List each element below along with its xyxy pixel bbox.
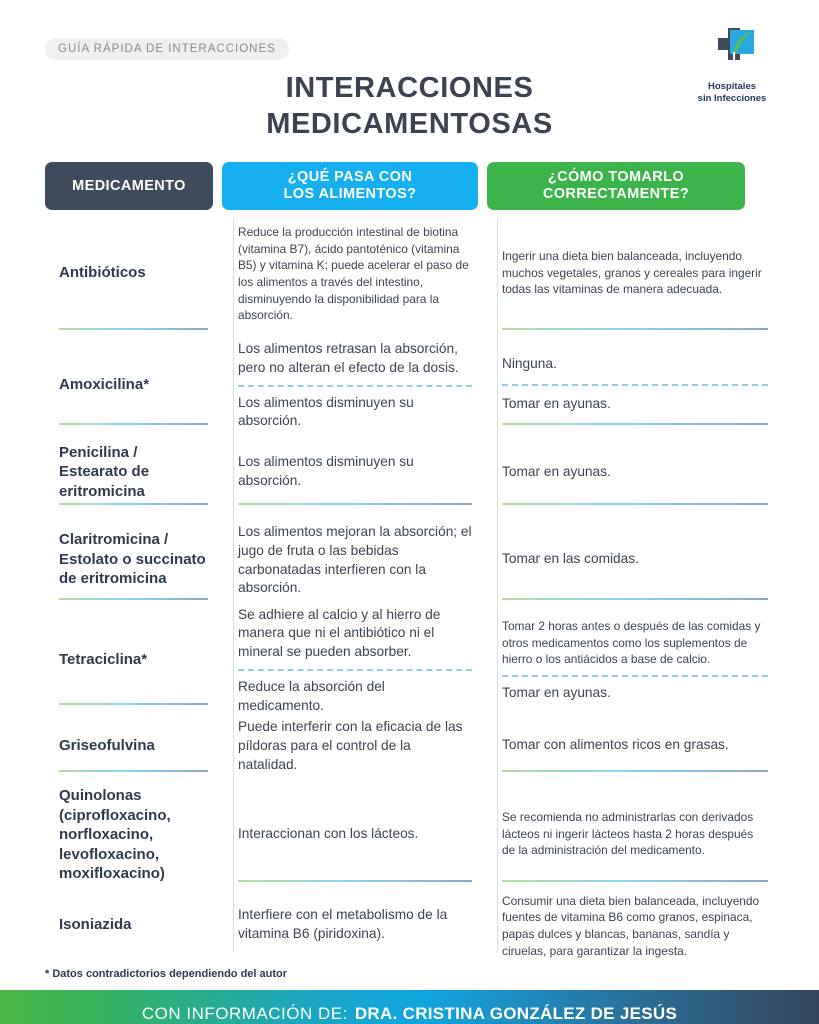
cell-text: Interaccionan con los lácteos. (238, 825, 419, 841)
cell-medicamento (45, 780, 222, 890)
kicker-badge: GUÍA RÁPIDA DE INTERACCIONES (45, 38, 289, 60)
cell-tomarlo (486, 890, 774, 962)
medicamento-name: Antibióticos (59, 264, 146, 282)
cell-text: Tomar en ayunas. (502, 463, 611, 479)
interactions-table (0, 210, 819, 962)
sub-cell (502, 441, 768, 503)
medicamento-subnames: (ciprofloxacino, norfloxacino, levofloxacino, moxifloxacino) (59, 806, 171, 883)
sub-cell (502, 346, 768, 384)
cell-tomarlo (486, 338, 774, 433)
sub-cell (238, 711, 472, 781)
column-header-tomarlo-line-2: CORRECTAMENTE? (542, 186, 690, 202)
footer-prefix: CON INFORMACIÓN DE: (141, 1004, 348, 1023)
page-title-line-2: MEDICAMENTOSAS (266, 108, 553, 141)
sub-cell (238, 898, 472, 952)
cell-tomarlo (486, 513, 774, 608)
page-header (0, 0, 819, 150)
table-row (45, 210, 774, 338)
cell-medicamento (45, 890, 222, 962)
medicamento-name: Isoniazida (59, 916, 132, 934)
sub-cell (238, 788, 472, 880)
sub-row-divider (502, 384, 768, 386)
row-divider (238, 503, 472, 505)
sub-cell (238, 516, 472, 605)
medicamento-name: Amoxicilina* (59, 375, 150, 393)
footer-bar (0, 990, 819, 1024)
cell-text: Los alimentos disminuyen su absorción. (238, 454, 414, 488)
cell-medicamento (45, 713, 222, 780)
cell-medicamento (45, 210, 222, 338)
cell-alimentos (222, 780, 486, 890)
table-row (45, 713, 774, 780)
column-header-medicamento-label: MEDICAMENTO (72, 177, 186, 194)
row-divider (59, 770, 208, 772)
sub-row-divider (238, 385, 472, 387)
column-header-alimentos-line-1: ¿QUÉ PASA CON (287, 169, 413, 186)
cell-alimentos (222, 210, 486, 338)
row-divider (502, 598, 768, 600)
row-divider (59, 598, 208, 600)
sub-cell (502, 611, 768, 675)
cell-medicamento (45, 338, 222, 433)
logo-text-line-2: sin Infecciones (697, 92, 767, 104)
cell-text: Interfiere con el metabolismo de la vitamina B6 (piridoxina). (238, 907, 448, 941)
row-divider (238, 880, 472, 882)
medicamento-name: Claritromicina / Estolato o succinato de eritromicina (59, 531, 206, 588)
cell-text: Los alimentos mejoran la absorción; el jugo de fruta o las bebidas carbonatadas interfieren con la absorción. (238, 523, 472, 596)
footer-author-name: DRA. CRISTINA GONZÁLEZ DE JESÚS (354, 1004, 678, 1023)
cell-medicamento (45, 513, 222, 608)
cell-text: Tomar en ayunas. (502, 395, 611, 411)
medicamento-name: Quinolonas (59, 787, 142, 805)
cell-medicamento (45, 608, 222, 713)
page-title-line-1: INTERACCIONES (285, 72, 534, 104)
table-row (45, 433, 774, 513)
cell-text: Reduce la producción intestinal de biotina (vitamina B7), ácido pantoténico (vitamina B5) y vitamina K; puede acelerar el paso de los alimentos a través del intestino, disminuyendo la disponibilidad para la absorción. (238, 225, 469, 323)
cell-text: Se recomienda no administrarlas con derivados lácteos ni ingerir lácteos hasta 2 horas después de la administración del medicamento. (502, 810, 754, 858)
sub-cell (238, 387, 472, 439)
cell-tomarlo (486, 780, 774, 890)
row-divider (502, 503, 768, 505)
row-divider (502, 328, 768, 330)
sub-cell (502, 677, 768, 710)
cell-text: Se adhiere al calcio y al hierro de manera que ni el antibiótico ni el mineral se pueden absorber. (238, 606, 441, 660)
cell-text: Consumir una dieta bien balanceada, incluyendo fuentes de vitamina B6 como granos, espinaca, papas dulces y blancas, bananas, sandía y ciruelas, para garantizar la ingesta. (502, 893, 760, 958)
cell-text: Tomar en las comidas. (502, 551, 639, 567)
column-header-alimentos (222, 162, 478, 210)
row-divider (59, 423, 208, 425)
cell-text: Ninguna. (502, 356, 557, 372)
cell-tomarlo (486, 608, 774, 713)
cell-alimentos (222, 608, 486, 713)
row-divider (502, 770, 768, 772)
table-row (45, 780, 774, 890)
cell-alimentos (222, 338, 486, 433)
sub-cell (502, 521, 768, 598)
sub-row-divider (238, 669, 472, 671)
cell-text: Tomar 2 horas antes o después de las comidas y otros medicamentos como los suplementos de hierro o los antiácidos a base de calcio. (502, 619, 761, 667)
sub-cell (502, 886, 768, 967)
medicamento-name: Penicilina / Estearato de eritromicina (59, 443, 150, 500)
row-divider (59, 328, 208, 330)
cell-text: Reduce la absorción del medicamento. (238, 678, 385, 713)
table-row (45, 890, 774, 962)
table-row (45, 608, 774, 713)
cell-text: Tomar en ayunas. (502, 685, 611, 701)
sub-cell (502, 386, 768, 424)
footnote: * Datos contradictorios dependiendo del autor (45, 968, 288, 980)
cell-text: Los alimentos disminuyen su absorción. (238, 394, 414, 429)
row-divider (59, 703, 208, 705)
cell-tomarlo (486, 713, 774, 780)
column-headers (0, 162, 819, 210)
cell-tomarlo (486, 210, 774, 338)
cell-alimentos (222, 433, 486, 513)
row-divider (502, 880, 768, 882)
sub-cell (502, 788, 768, 880)
cell-medicamento (45, 433, 222, 513)
sub-cell (238, 217, 472, 331)
logo-text (687, 81, 777, 105)
cell-tomarlo (486, 433, 774, 513)
table-body (45, 210, 774, 962)
medicamento-name: Tetraciclina* (59, 650, 148, 668)
column-header-tomarlo (487, 162, 745, 210)
column-header-alimentos-line-2: LOS ALIMENTOS? (283, 186, 417, 202)
sub-cell (238, 599, 472, 669)
cell-alimentos (222, 713, 486, 780)
table-row (45, 338, 774, 433)
sub-cell (238, 333, 472, 385)
medicamento-name: Griseofulvina (59, 736, 155, 754)
table-row (45, 513, 774, 608)
cell-text: Los alimentos retrasan la absorción, pero no alteran el efecto de la dosis. (238, 340, 459, 375)
brand-logo (687, 28, 777, 105)
column-header-medicamento (45, 162, 213, 210)
cell-text: Ingerir una dieta bien balanceada, incluyendo muchos vegetales, granos y cereales para ingerir todas las vitaminas de manera adecuada. (502, 249, 762, 297)
sub-row-divider (502, 675, 768, 677)
row-divider (59, 503, 208, 505)
sub-cell (502, 721, 768, 770)
sub-cell (238, 441, 472, 503)
cell-text: Puede interferir con la eficacia de las píldoras para el control de la natalidad. (238, 719, 463, 772)
row-divider (502, 423, 768, 425)
cell-alimentos (222, 890, 486, 962)
column-header-tomarlo-line-1: ¿CÓMO TOMARLO (547, 169, 685, 186)
sub-cell (502, 218, 768, 328)
cell-text: Tomar con alimentos ricos en grasas. (502, 737, 729, 753)
cell-alimentos (222, 513, 486, 608)
logo-text-line-1: Hospitales (707, 81, 757, 92)
hospital-cross-leaf-icon (704, 28, 760, 76)
